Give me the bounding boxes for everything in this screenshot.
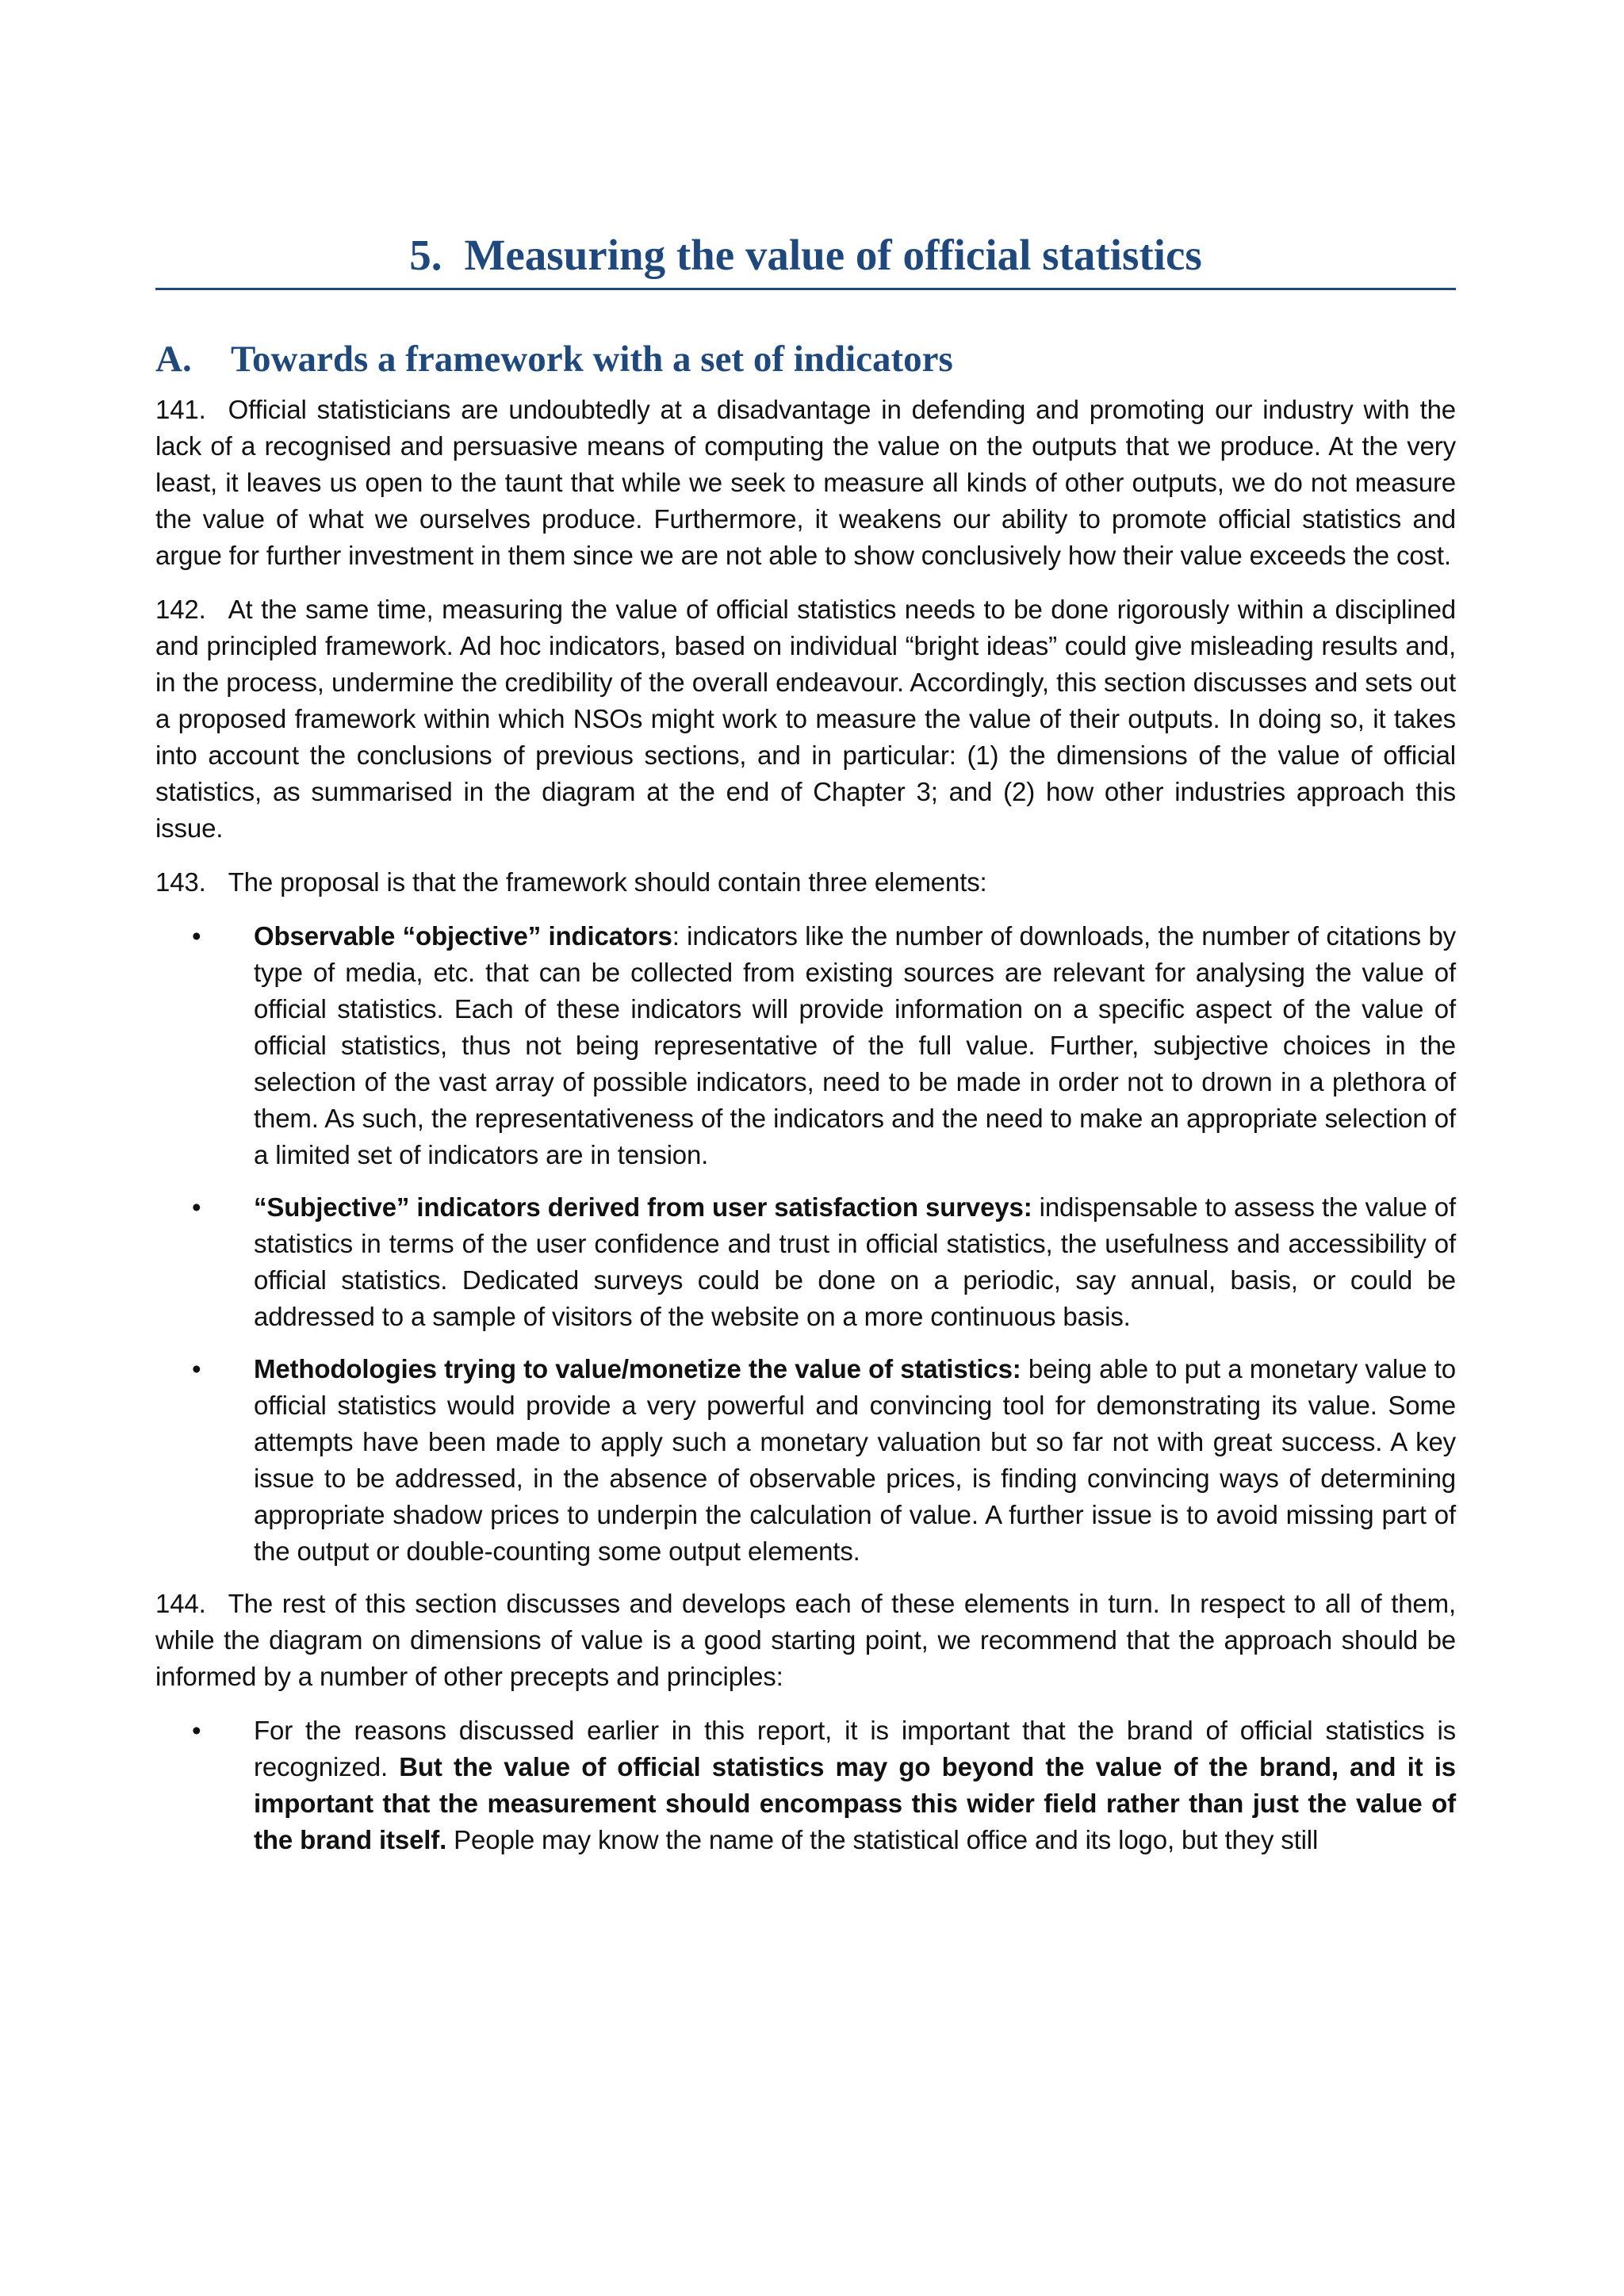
paragraph-number: 144. <box>155 1589 206 1618</box>
list-item-tail: People may know the name of the statistical office and its logo, but they still <box>446 1825 1319 1854</box>
list-item-brand <box>192 1712 1456 1858</box>
bullet-icon: • <box>192 921 201 951</box>
chapter-number: 5. <box>409 231 442 279</box>
paragraph-144 <box>155 1586 1456 1695</box>
list-item-heading: Observable “objective” indicators <box>254 921 672 951</box>
paragraph-text: Official statisticians are undoubtedly at a disadvantage in defending and promoting our industry with the lack of a recognised and persuasive means of computing the value on the outputs that we produce. At the very least, it leaves us open to the taunt that while we seek to measure all kinds of other outputs, we do not measure the value of what we ourselves produce. Furthermore, it weakens our ability to promote official statistics and argue for further investment in them since we are not able to show conclusively how their value exceeds the cost. <box>155 395 1456 570</box>
document-page <box>155 230 1456 1874</box>
list-item-monetize-methodologies <box>192 1351 1456 1570</box>
list-item-lead: For the reasons discussed earlier in this report, it is important that the brand of official statistics is recognized. <box>254 1716 1456 1781</box>
bullet-icon: • <box>192 1354 201 1383</box>
principles-list <box>155 1712 1456 1858</box>
list-item-text: indispensable to assess the value of statistics in terms of the user confidence and trust in official statistics, the usefulness and accessibility of official statistics. Dedicated surveys could be done on a periodic, say annual, basis, or could be addressed to a sample of visitors of the website on a more continuous basis. <box>254 1192 1456 1331</box>
section-title-text: Towards a framework with a set of indicators <box>231 339 953 380</box>
paragraph-number: 143. <box>155 867 206 897</box>
paragraph-text: At the same time, measuring the value of official statistics needs to be done rigorously within a disciplined and principled framework. Ad hoc indicators, based on individual “bright ideas” could give misleading results and, in the process, undermine the credibility of the overall endeavour. Accordingly, this section discusses and sets out a proposed framework within which NSOs might work to measure the value of their outputs. In doing so, it takes into account the conclusions of previous sections, and in particular: (1) the dimensions of the value of official statistics, as summarised in the diagram at the end of Chapter 3; and (2) how other industries approach this issue. <box>155 595 1456 843</box>
list-item-objective-indicators <box>192 918 1457 1173</box>
paragraph-text: The proposal is that the framework should contain three elements: <box>228 867 987 897</box>
section-letter: A. <box>155 339 192 380</box>
list-item-text: : indicators like the number of downloads, the number of citations by type of media, etc. that can be collected from existing sources are relevant for analysing the value of official statistics. Each of these indicators will provide information on a specific aspect of the value of official statistics, thus not being representative of the full value. Further, subjective choices in the selection of the vast array of possible indicators, need to be made in order not to drown in a plethora of them. As such, the representativeness of the indicators and the need to make an appropriate selection of a limited set of indicators are in tension. <box>254 921 1457 1169</box>
chapter-title-text: Measuring the value of official statistics <box>464 231 1202 279</box>
paragraph-number: 141. <box>155 395 206 424</box>
bullet-icon: • <box>192 1192 201 1222</box>
paragraph-141 <box>155 392 1456 574</box>
list-item-subjective-indicators <box>192 1189 1456 1335</box>
section-title <box>155 338 1456 381</box>
list-item-heading: Methodologies trying to value/monetize the value of statistics: <box>254 1354 1021 1383</box>
paragraph-number: 142. <box>155 595 206 624</box>
bullet-icon: • <box>192 1716 201 1745</box>
paragraph-142 <box>155 591 1456 847</box>
list-item-emphasis: But the value of official statistics may go beyond the value of the brand, and it is important that the measurement should encompass this wider field rather than just the value of the brand itself. <box>254 1752 1456 1854</box>
paragraph-143 <box>155 864 1456 901</box>
list-item-text: being able to put a monetary value to official statistics would provide a very powerful and convincing tool for demonstrating its value. Some attempts have been made to apply such a monetary valuation but so far not with great success. A key issue to be addressed, in the absence of observable prices, is finding convincing ways of determining appropriate shadow prices to underpin the calculation of value. A further issue is to avoid missing part of the output or double-counting some output elements. <box>254 1354 1456 1566</box>
list-item-heading: “Subjective” indicators derived from user satisfaction surveys: <box>254 1192 1032 1222</box>
elements-list <box>155 918 1456 1570</box>
chapter-title <box>155 230 1456 290</box>
paragraph-text: The rest of this section discusses and develops each of these elements in turn. In respect to all of them, while the diagram on dimensions of value is a good starting point, we recommend that the approach should be informed by a number of other precepts and principles: <box>155 1589 1456 1691</box>
